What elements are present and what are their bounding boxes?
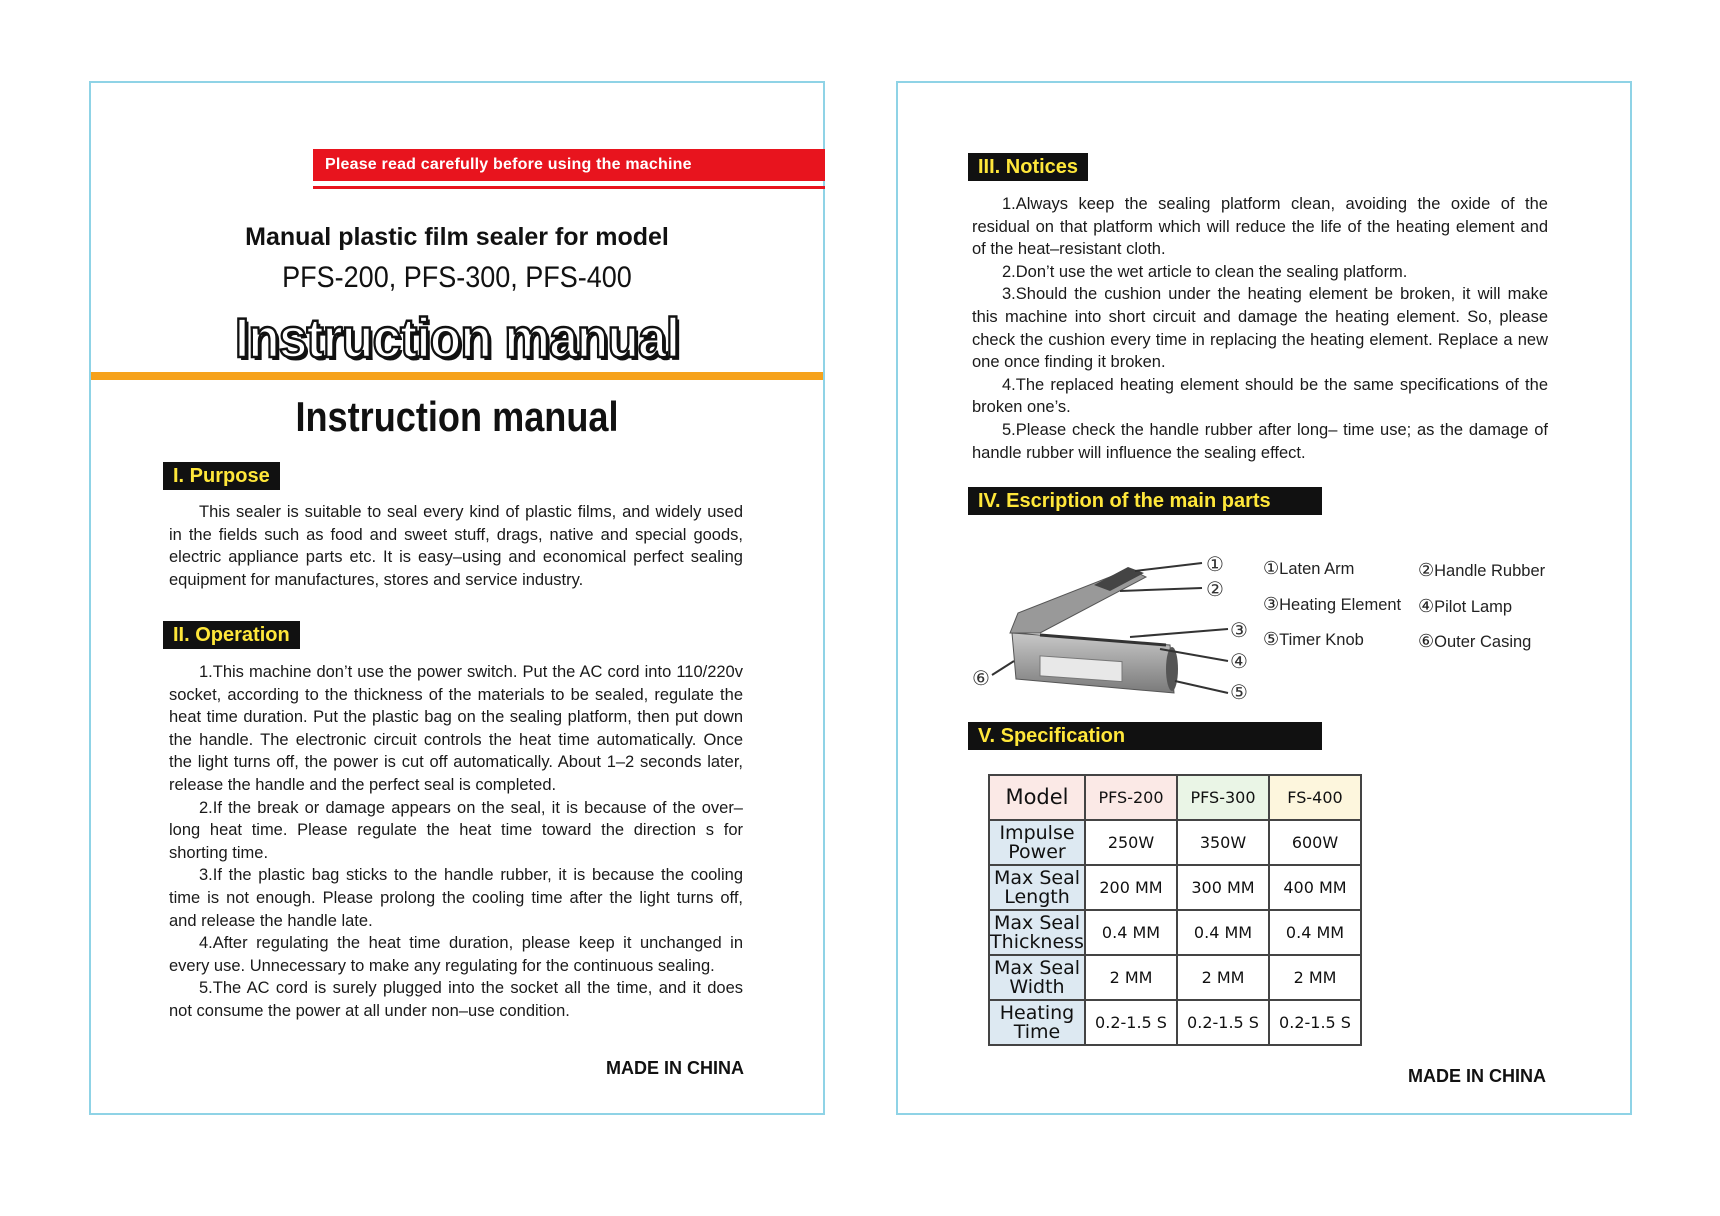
operation-item: 3.If the plastic bag sticks to the handle rubber, it is because the cooling time is not enough. Please prolong the cooling time after the light turns off, and release the handle late. xyxy=(169,866,743,930)
model-list: PFS-200, PFS-300, PFS-400 xyxy=(282,261,632,294)
table-row xyxy=(989,865,1361,910)
left-page xyxy=(89,81,825,1115)
legend-timer-knob: ⑤Timer Knob xyxy=(1263,629,1364,649)
banner-underline xyxy=(313,186,825,189)
end-cap xyxy=(1166,647,1178,691)
specification-table xyxy=(988,774,1362,1046)
operation-item: 5.The AC cord is surely plugged into the socket all the time, and it does not consume the power at all under non–use condition. xyxy=(169,979,743,1020)
table-row xyxy=(989,910,1361,955)
section-heading-purpose: I. Purpose xyxy=(163,462,280,490)
table-cell: 600W xyxy=(1269,820,1361,865)
callout-5: ⑤ xyxy=(1230,680,1248,703)
callout-6: ⑥ xyxy=(972,666,990,690)
table-cell: 250W xyxy=(1085,820,1177,865)
callout-4: ④ xyxy=(1230,649,1248,673)
row-label: Impulse Power xyxy=(989,820,1085,865)
table-cell: 400 MM xyxy=(1269,865,1361,910)
row-label: Heating Time xyxy=(989,1000,1085,1045)
table-cell: 2 MM xyxy=(1085,955,1177,1000)
table-cell: 0.2-1.5 S xyxy=(1177,1000,1269,1045)
legend-handle-rubber: ②Handle Rubber xyxy=(1418,560,1546,580)
table-header-cell: Model xyxy=(989,775,1085,820)
table-header-row xyxy=(989,775,1361,820)
row-label: Max Seal Width xyxy=(989,955,1085,1000)
notice-item: 3.Should the cushion under the heating element be broken, it will make this machine into short circuit and damage the heating element. So, please check the cushion every time in replacing the heating element. Replace a new one once finding it broken. xyxy=(972,285,1548,372)
table-row xyxy=(989,955,1361,1000)
legend-heating-element: ③Heating Element xyxy=(1263,594,1402,614)
row-label: Max Seal Thickness xyxy=(989,910,1085,955)
operation-item: 2.If the break or damage appears on the seal, it is because of the over–long heat time. Please regulate the heat time toward the direction s for shorting time. xyxy=(169,798,743,862)
table-cell: 0.2-1.5 S xyxy=(1269,1000,1361,1045)
section-heading-parts: IV. Escription of the main parts xyxy=(968,487,1322,515)
notice-item: 5.Please check the handle rubber after long– time use; as the damage of handle rubber will influence the sealing effect. xyxy=(972,420,1548,462)
legend-laten-arm: ①Laten Arm xyxy=(1263,558,1355,578)
table-header-cell: PFS-300 xyxy=(1177,775,1269,820)
notices-text xyxy=(972,193,1548,464)
callout-1: ① xyxy=(1206,552,1224,576)
purpose-paragraph: This sealer is suitable to seal every kind of plastic films, and widely used in the fields such as food and sweet stuff, drags, native and special goods, electric appliance parts etc. It is easy–using and economical perfect sealing equipment for manufactures, stores and service industry. xyxy=(169,503,743,589)
notice-item: 4.The replaced heating element should be the same specifications of the broken one’s. xyxy=(972,375,1548,417)
section-heading-specification: V. Specification xyxy=(968,722,1322,750)
callout-3: ③ xyxy=(1230,618,1248,642)
made-in-label: MADE IN CHINA xyxy=(1408,1066,1546,1086)
right-page xyxy=(896,81,1632,1115)
table-cell: 350W xyxy=(1177,820,1269,865)
table-cell: 0.2-1.5 S xyxy=(1085,1000,1177,1045)
section-heading-notices: III. Notices xyxy=(968,153,1088,181)
callout-2: ② xyxy=(1206,577,1224,601)
table-cell: 300 MM xyxy=(1177,865,1269,910)
page-title: Instruction manual xyxy=(295,393,619,440)
legend-outer-casing: ⑥Outer Casing xyxy=(1418,631,1532,651)
table-cell: 0.4 MM xyxy=(1085,910,1177,955)
operation-text xyxy=(169,661,743,1023)
section-heading-operation: II. Operation xyxy=(163,621,300,649)
table-header-cell: PFS-200 xyxy=(1085,775,1177,820)
operation-item: 1.This machine don’t use the power switch. Put the AC cord into 110/220v socket, according to the thickness of the materials to be sealed, regulate the heat time duration. Put the plastic bag on the sealing platform, then put down the handle. The electronic circuit controls the heat time automatically. Once the light turns off, the power is cut off automatically. About 1–2 seconds later, release the handle and the perfect seal is completed. xyxy=(169,663,743,794)
operation-item: 4.After regulating the heat time duration, please keep it unchanged in every use. Unnecessary to make any regulating for the continuous sealing. xyxy=(169,934,743,975)
legend-pilot-lamp: ④Pilot Lamp xyxy=(1418,596,1513,616)
divider-bar xyxy=(91,372,823,380)
warning-banner: Please read carefully before using the machine xyxy=(313,149,825,181)
notice-item: 1.Always keep the sealing platform clean, avoiding the oxide of the residual on that platform which will reduce the life of the heating element and of the heat–resistant cloth. xyxy=(972,195,1548,259)
table-cell: 0.4 MM xyxy=(1177,910,1269,955)
purpose-text xyxy=(169,501,743,591)
sealer-diagram xyxy=(970,533,1250,703)
table-cell: 0.4 MM xyxy=(1269,910,1361,955)
row-label: Max Seal Length xyxy=(989,865,1085,910)
table-cell: 2 MM xyxy=(1177,955,1269,1000)
product-subtitle: Manual plastic film sealer for model xyxy=(245,223,669,251)
table-row xyxy=(989,820,1361,865)
table-cell: 2 MM xyxy=(1269,955,1361,1000)
table-row xyxy=(989,1000,1361,1045)
made-in-label: MADE IN CHINA xyxy=(606,1058,744,1078)
instruction-manual-logo: Instruction manual xyxy=(234,306,680,369)
notice-item: 2.Don’t use the wet article to clean the sealing platform. xyxy=(1002,262,1408,281)
table-cell: 200 MM xyxy=(1085,865,1177,910)
table-header-cell: FS-400 xyxy=(1269,775,1361,820)
